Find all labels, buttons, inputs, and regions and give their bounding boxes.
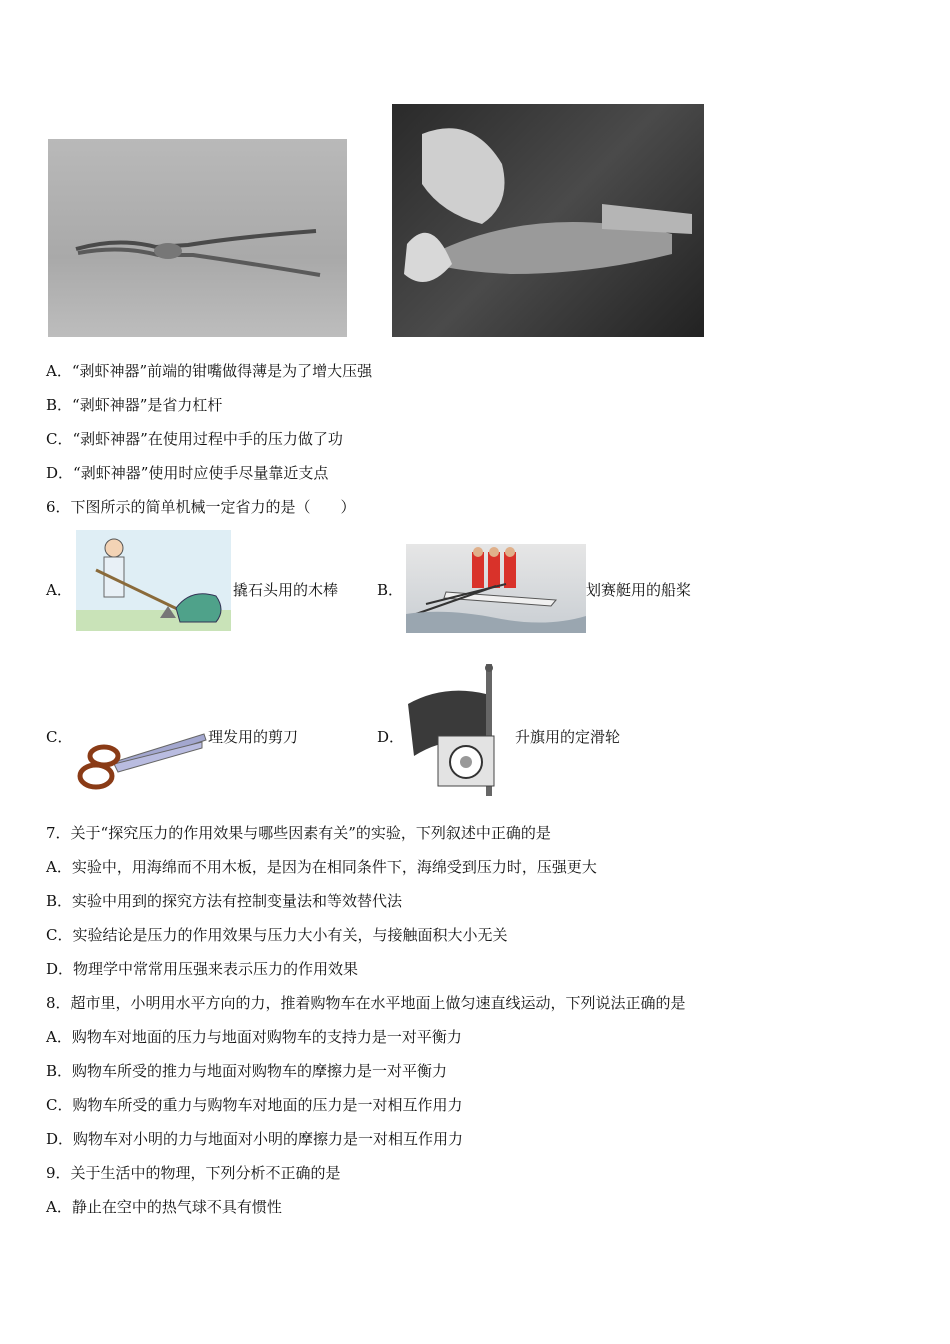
flagpole-pulley-illustration xyxy=(404,664,512,796)
q6-option-c-caption: 理发用的剪刀 xyxy=(208,728,299,746)
q5-option-c: C．“剥虾神器”在使用过程中手的压力做了功 xyxy=(46,430,343,448)
q5-option-a: A．“剥虾神器”前端的钳嘴做得薄是为了增大压强 xyxy=(46,362,373,380)
q5-option-b: B．“剥虾神器”是省力杠杆 xyxy=(46,396,223,414)
rowing-boat-photo xyxy=(406,544,586,633)
q8-option-a: A．购物车对地面的压力与地面对购物车的支持力是一对平衡力 xyxy=(46,1028,462,1046)
scissors-illustration xyxy=(74,728,208,796)
q7-stem: 7．关于“探究压力的作用效果与哪些因素有关”的实验，下列叙述中正确的是 xyxy=(46,824,551,842)
q6-stem: 6．下图所示的简单机械一定省力的是（ ） xyxy=(46,498,356,516)
q6-option-b-caption: 划赛艇用的船桨 xyxy=(586,581,692,599)
q7-option-a: A．实验中，用海绵而不用木板，是因为在相同条件下，海绵受到压力时，压强更大 xyxy=(46,858,597,876)
q8-option-d: D．购物车对小明的力与地面对小明的摩擦力是一对相互作用力 xyxy=(46,1130,464,1148)
q6-option-d-caption: 升旗用的定滑轮 xyxy=(515,728,621,746)
q6-option-b-letter: B． xyxy=(377,581,404,599)
q6-option-a-letter: A． xyxy=(46,581,72,599)
q6-option-c-letter: C． xyxy=(46,728,73,746)
q6-option-d-letter: D． xyxy=(377,728,405,746)
shrimp-peeling-in-use-photo xyxy=(392,104,704,337)
q8-stem: 8．超市里，小明用水平方向的力，推着购物车在水平地面上做匀速直线运动，下列说法正确的是 xyxy=(46,994,686,1012)
q6-option-a-caption: 撬石头用的木棒 xyxy=(233,581,339,599)
shrimp-peeler-tool-photo xyxy=(48,139,347,337)
q9-stem: 9．关于生活中的物理，下列分析不正确的是 xyxy=(46,1164,341,1182)
lever-prying-rock-illustration xyxy=(76,530,231,631)
q7-option-b: B．实验中用到的探究方法有控制变量法和等效替代法 xyxy=(46,892,403,910)
q7-option-d: D．物理学中常常用压强来表示压力的作用效果 xyxy=(46,960,359,978)
q9-option-a: A．静止在空中的热气球不具有惯性 xyxy=(46,1198,282,1216)
q5-option-d: D．“剥虾神器”使用时应使手尽量靠近支点 xyxy=(46,464,329,482)
q8-option-c: C．购物车所受的重力与购物车对地面的压力是一对相互作用力 xyxy=(46,1096,463,1114)
q7-option-c: C．实验结论是压力的作用效果与压力大小有关，与接触面积大小无关 xyxy=(46,926,508,944)
q8-option-b: B．购物车所受的推力与地面对购物车的摩擦力是一对平衡力 xyxy=(46,1062,448,1080)
